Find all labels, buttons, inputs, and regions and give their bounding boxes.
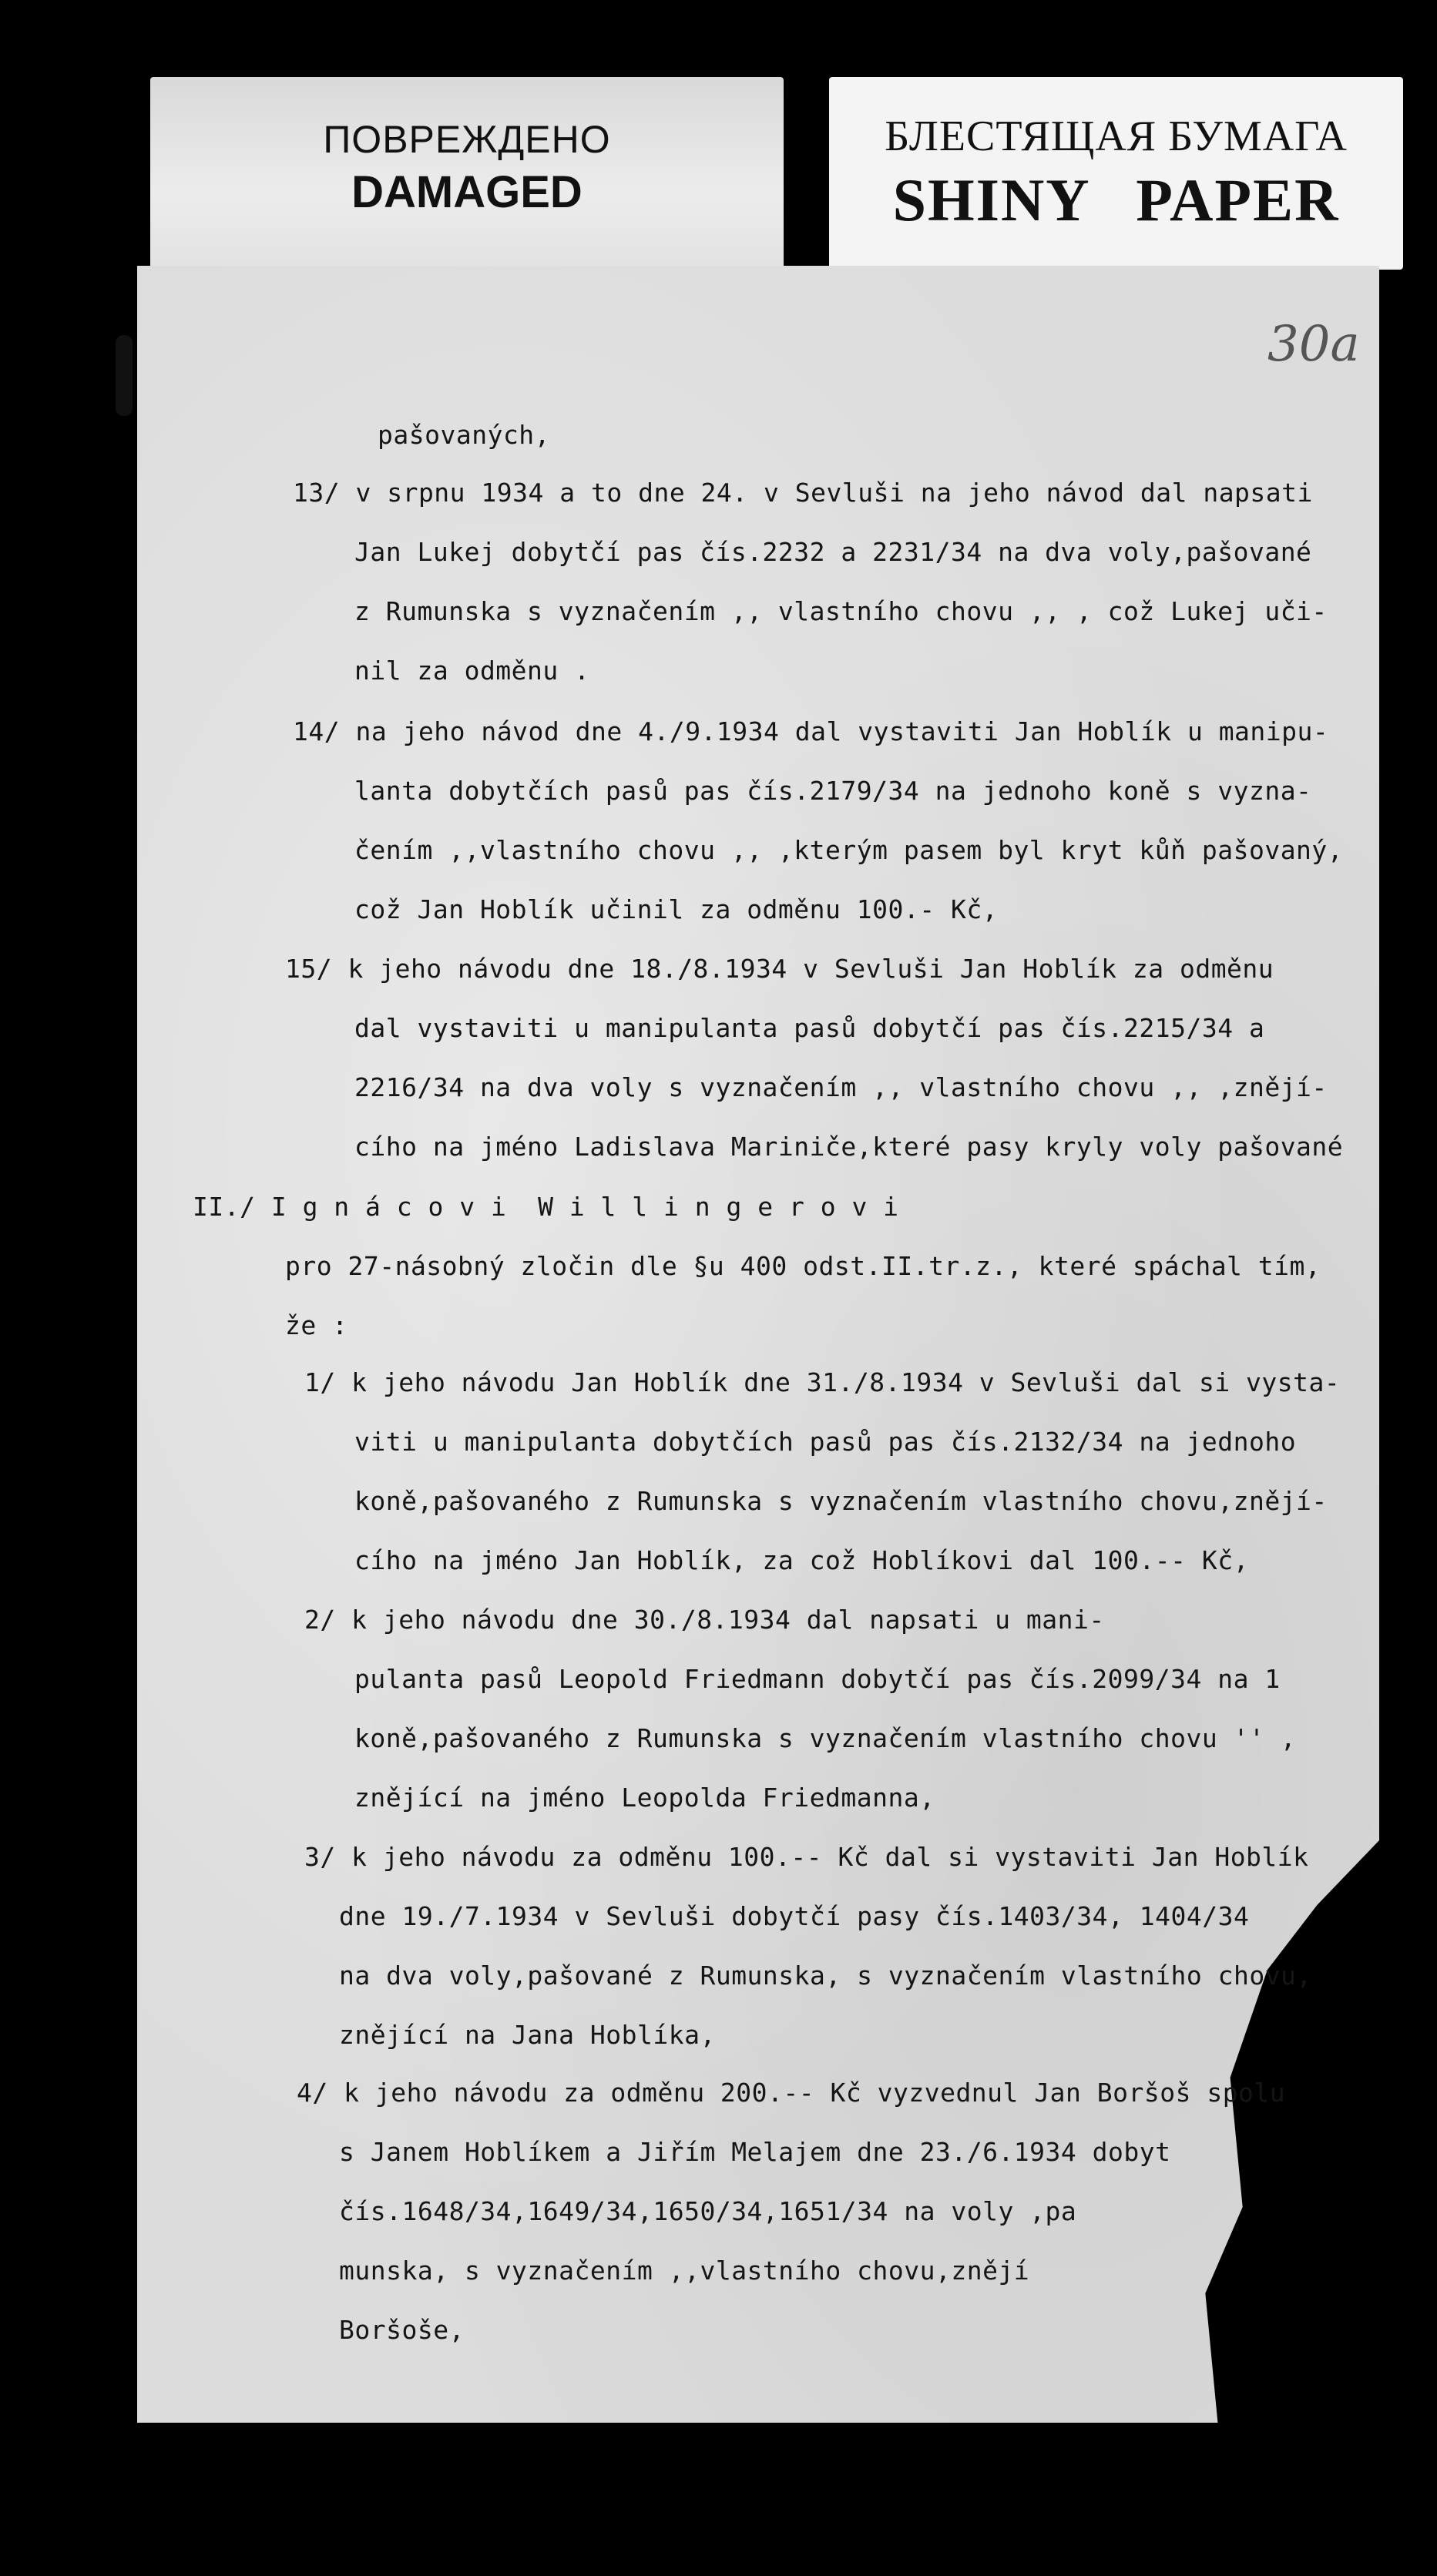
- text-line-17: 1/ k jeho návodu Jan Hoblík dne 31./8.1934 v Sevluši dal si vysta-: [304, 1367, 1341, 1397]
- text-line-1: pašovaných,: [378, 420, 551, 450]
- text-line-27: na dva voly,pašované z Rumunska, s vyznačením vlastního chovu,: [339, 1961, 1312, 1991]
- text-line-10: 15/ k jeho návodu dne 18./8.1934 v Sevluši Jan Hoblík za odměnu: [285, 954, 1274, 984]
- damaged-label: [150, 77, 784, 270]
- shiny-paper-label-ru: БЛЕСТЯЩАЯ БУМАГА: [885, 112, 1348, 160]
- text-line-29: 4/ k jeho návodu za odměnu 200.-- Kč vyzvednul Jan Boršoš spolu: [297, 2078, 1286, 2108]
- text-line-3: Jan Lukej dobytčí pas čís.2232 a 2231/34 na dva voly,pašované: [354, 537, 1312, 567]
- shiny-paper-label-en: SHINY PAPER: [892, 166, 1340, 233]
- text-line-14: II./ I g n á c o v i W i l l i n g e r o v i: [193, 1192, 899, 1222]
- text-line-19: koně,pašovaného z Rumunska s vyznačením vlastního chovu,znějí-: [354, 1486, 1328, 1516]
- text-line-2: 13/ v srpnu 1934 a to dne 24. v Sevluši na jeho návod dal napsati: [293, 478, 1313, 508]
- text-line-21: 2/ k jeho návodu dne 30./8.1934 dal napsati u mani-: [304, 1605, 1105, 1635]
- folio-number: 30a: [1267, 316, 1360, 373]
- text-line-20: cího na jméno Jan Hoblík, za což Hoblíkovi dal 100.-- Kč,: [354, 1545, 1249, 1575]
- text-line-8: čením ,,vlastního chovu ,, ,kterým pasem byl kryt kůň pašovaný,: [354, 835, 1344, 865]
- text-line-5: nil za odměnu .: [354, 656, 590, 686]
- text-line-28: znějící na Jana Hoblíka,: [339, 2020, 716, 2050]
- text-line-13: cího na jméno Ladislava Mariniče,které pasy kryly voly pašované: [354, 1132, 1344, 1162]
- text-line-26: dne 19./7.1934 v Sevluši dobytčí pasy čís.1403/34, 1404/34: [339, 1901, 1250, 1931]
- text-line-30: s Janem Hoblíkem a Jiřím Melajem dne 23./6.1934 dobyt: [339, 2137, 1171, 2167]
- text-line-22: pulanta pasů Leopold Friedmann dobytčí pas čís.2099/34 na 1: [354, 1664, 1281, 1694]
- text-line-7: lanta dobytčích pasů pas čís.2179/34 na jednoho koně s vyzna-: [354, 776, 1312, 806]
- text-line-9: což Jan Hoblík učinil za odměnu 100.- Kč,: [354, 894, 999, 924]
- text-line-24: znějící na jméno Leopolda Friedmanna,: [354, 1783, 935, 1813]
- edge-mark: [116, 335, 133, 416]
- text-line-25: 3/ k jeho návodu za odměnu 100.-- Kč dal si vystaviti Jan Hoblík: [304, 1842, 1309, 1872]
- text-line-33: Boršoše,: [339, 2315, 465, 2345]
- text-line-11: dal vystaviti u manipulanta pasů dobytčí pas čís.2215/34 a: [354, 1013, 1265, 1043]
- text-line-12: 2216/34 na dva voly s vyznačením ,, vlastního chovu ,, ,znějí-: [354, 1072, 1328, 1102]
- damaged-label-ru: ПОВРЕЖДЕНО: [323, 118, 611, 161]
- text-line-15: pro 27-násobný zločin dle §u 400 odst.II.tr.z., které spáchal tím,: [285, 1251, 1321, 1281]
- text-line-4: z Rumunska s vyznačením ,, vlastního chovu ,, , což Lukej uči-: [354, 596, 1328, 626]
- text-line-31: čís.1648/34,1649/34,1650/34,1651/34 na voly ,pa: [339, 2196, 1077, 2226]
- text-line-32: munska, s vyznačením ,,vlastního chovu,znějí: [339, 2256, 1030, 2286]
- text-line-23: koně,pašovaného z Rumunska s vyznačením vlastního chovu '' ,: [354, 1723, 1297, 1753]
- damaged-label-en: DAMAGED: [351, 167, 583, 217]
- shiny-paper-label: [829, 77, 1403, 270]
- text-line-6: 14/ na jeho návod dne 4./9.1934 dal vystaviti Jan Hoblík u manipu-: [293, 716, 1329, 746]
- text-line-18: viti u manipulanta dobytčích pasů pas čís.2132/34 na jednoho: [354, 1427, 1297, 1457]
- text-line-16: že :: [285, 1310, 348, 1340]
